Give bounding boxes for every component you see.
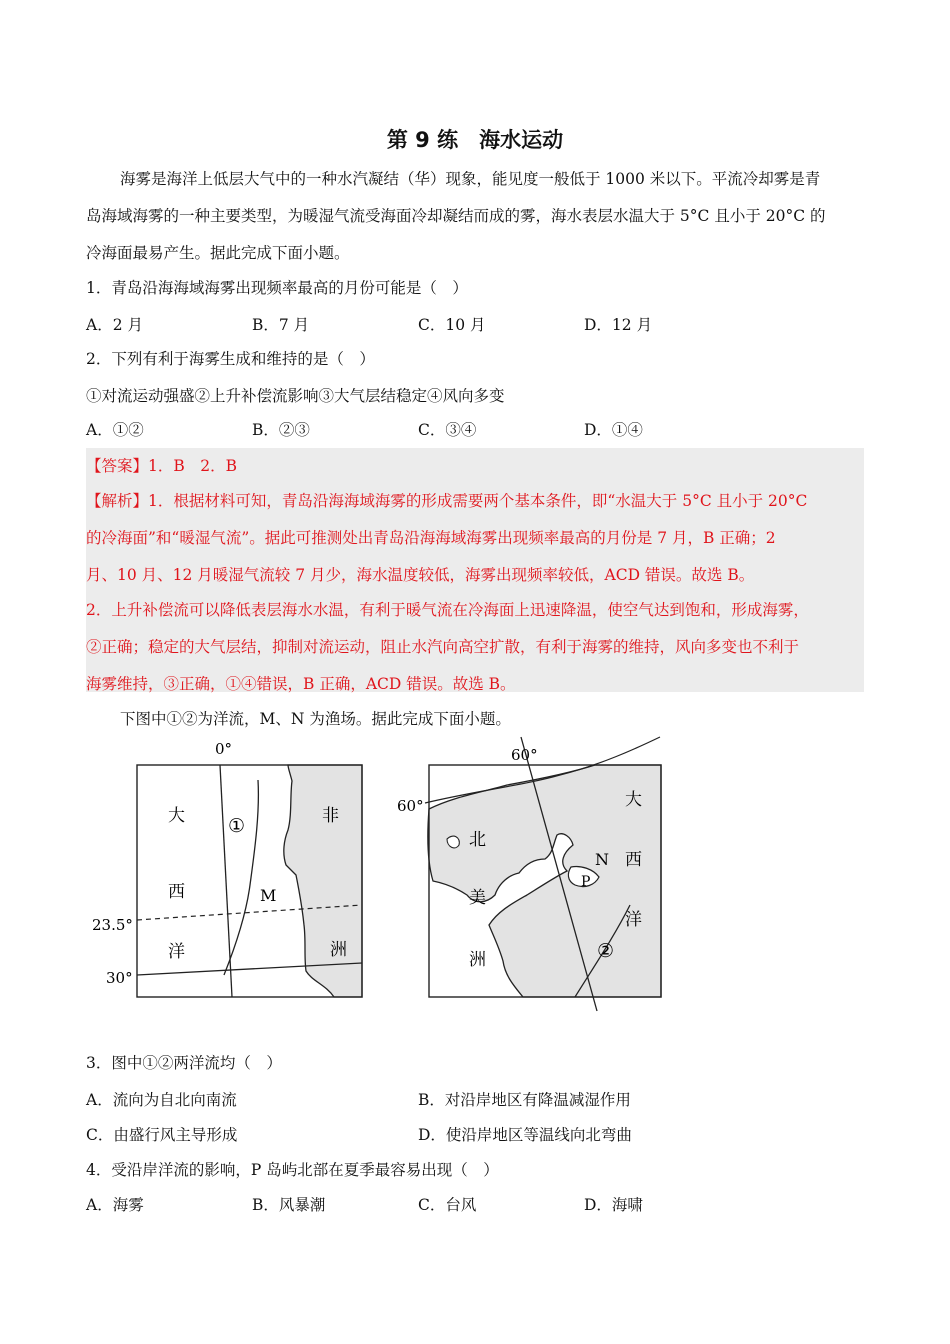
q1-option-b[interactable]: B．7 月 — [252, 316, 310, 334]
lon-label: 60° — [511, 746, 538, 764]
q2-option-d[interactable]: D．①④ — [584, 421, 643, 439]
land-label: 美 — [469, 888, 486, 908]
fishery-label: M — [260, 886, 277, 905]
ocean-label: 大 — [168, 806, 185, 826]
q3-option-c[interactable]: C．由盛行风主导形成 — [86, 1126, 238, 1144]
q4-stem: 4．受沿岸洋流的影响，P 岛屿北部在夏季最容易出现（ ） — [86, 1161, 499, 1179]
analysis-line: 的冷海面”和“暖湿气流”。据此可推测处出青岛沿海海域海雾出现频率最高的月份是 7 月，B 正确；2 — [86, 529, 776, 547]
q2-option-b[interactable]: B．②③ — [252, 421, 310, 439]
current-label: ① — [228, 815, 246, 837]
answer-line: 【答案】1．B 2．B — [86, 457, 238, 475]
q2-option-c[interactable]: C．③④ — [418, 421, 477, 439]
fishery-label: N — [595, 850, 609, 869]
q1-option-a[interactable]: A．2 月 — [86, 316, 143, 334]
map-right — [395, 735, 685, 1020]
meridian-line — [220, 765, 232, 997]
current-label: ② — [597, 940, 615, 962]
q2-option-a[interactable]: A．①② — [86, 421, 144, 439]
q3-stem: 3．图中①②两洋流均（ ） — [86, 1054, 282, 1072]
q2-statements: ①对流运动强盛②上升补偿流影响③大气层结稳定④风向多变 — [86, 387, 505, 405]
africa-land — [284, 765, 362, 997]
q2-stem: 2．下列有利于海雾生成和维持的是（ ） — [86, 350, 375, 368]
lat-label: 60° — [397, 797, 424, 815]
analysis-line: 月、10 月、12 月暖湿气流较 7 月少，海水温度较低，海雾出现频率较低，ACD 错误。故选 B。 — [86, 566, 755, 584]
analysis-line: 【解析】1．根据材料可知，青岛沿海海域海雾的形成需要两个基本条件，即“水温大于 5°C 且小于 20°C — [86, 492, 808, 510]
q4-option-b[interactable]: B．风暴潮 — [252, 1196, 326, 1214]
page-title: 第 9 练 海水运动 — [386, 128, 564, 152]
intro-line: 岛海域海雾的一种主要类型，为暖湿气流受海面冷却凝结而成的雾，海水表层水温大于 5°C 且小于 20°C 的 — [86, 207, 826, 225]
lat-label: 23.5° — [92, 916, 133, 934]
analysis-line: ②正确；稳定的大气层结，抑制对流运动，阻止水汽向高空扩散，有利于海雾的维持，风向多变也不利于 — [86, 638, 800, 656]
land-label: 北 — [469, 830, 486, 850]
q4-option-d[interactable]: D．海啸 — [584, 1196, 643, 1214]
q1-stem: 1．青岛沿海海域海雾出现频率最高的月份可能是（ ） — [86, 279, 468, 297]
q1-option-c[interactable]: C．10 月 — [418, 316, 486, 334]
q3-option-b[interactable]: B．对沿岸地区有降温减湿作用 — [418, 1091, 631, 1109]
q4-option-a[interactable]: A．海雾 — [86, 1196, 144, 1214]
q3-option-a[interactable]: A．流向为自北向南流 — [86, 1091, 237, 1109]
ocean-label: 大 — [625, 790, 642, 810]
ocean-label: 西 — [168, 882, 185, 902]
q1-option-d[interactable]: D．12 月 — [584, 316, 653, 334]
intro-line: 海雾是海洋上低层大气中的一种水汽凝结（华）现象，能见度一般低于 1000 米以下。平流冷却雾是青 — [120, 170, 821, 188]
intro-line: 冷海面最易产生。据此完成下面小题。 — [86, 244, 350, 262]
land-label: 洲 — [469, 950, 486, 970]
map-left — [92, 735, 390, 1020]
q3-option-d[interactable]: D．使沿岸地区等温线向北弯曲 — [418, 1126, 632, 1144]
q4-option-c[interactable]: C．台风 — [418, 1196, 477, 1214]
land-label: 洲 — [330, 940, 347, 960]
island-label: P — [581, 874, 591, 890]
intro2: 下图中①②为洋流，M、N 为渔场。据此完成下面小题。 — [120, 710, 511, 728]
ocean-label: 西 — [625, 850, 642, 870]
lon-label: 0° — [215, 740, 233, 758]
land-label: 非 — [322, 806, 339, 826]
analysis-line: 2．上升补偿流可以降低表层海水水温，有利于暖气流在冷海面上迅速降温，使空气达到饱和，形成海雾， — [86, 601, 809, 619]
ocean-label: 洋 — [168, 942, 185, 962]
ocean-label: 洋 — [625, 910, 642, 930]
analysis-line: 海雾维持，③正确，①④错误，B 正确，ACD 错误。故选 B。 — [86, 675, 516, 693]
lat-label: 30° — [106, 969, 133, 987]
